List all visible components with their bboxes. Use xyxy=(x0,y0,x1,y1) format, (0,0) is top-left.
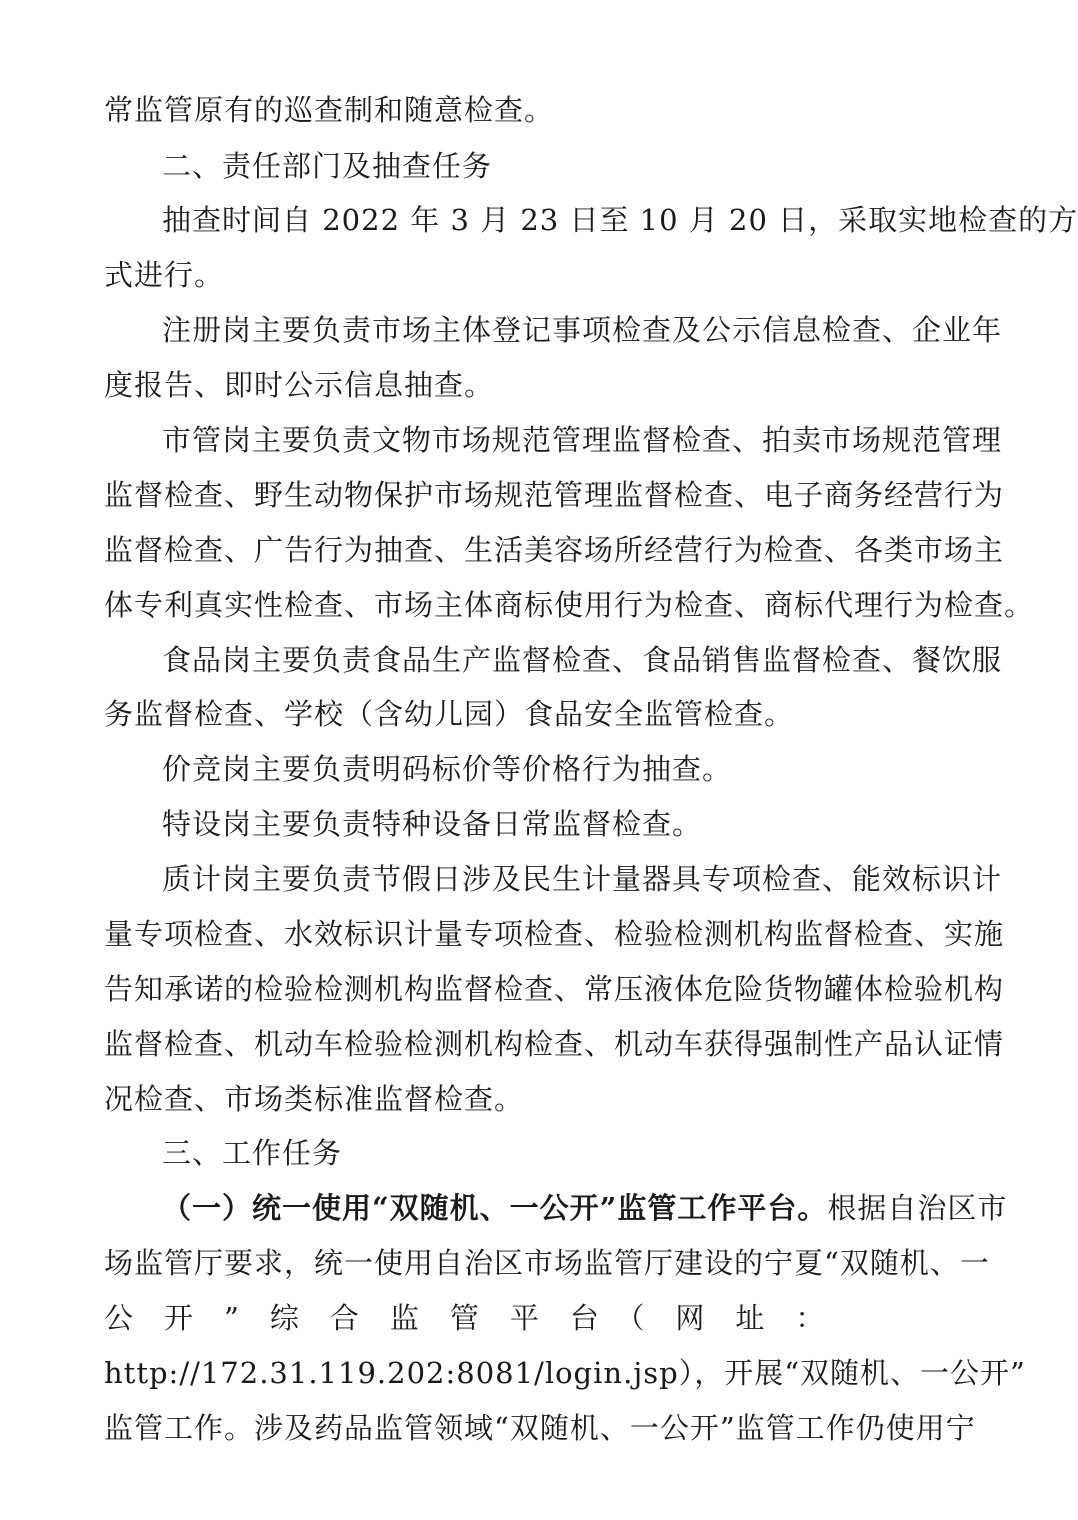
body-text-line: 市管岗主要负责文物市场规范管理监督检查、拍卖市场规范管理 xyxy=(162,423,1003,457)
body-text-line: 特设岗主要负责特种设备日常监督检查。 xyxy=(162,807,703,841)
body-text-line: 价竞岗主要负责明码标价等价格行为抽查。 xyxy=(162,752,733,786)
section-heading: 三、工作任务 xyxy=(162,1136,343,1170)
subsection-heading: （一）统一使用“双随机、一公开”监管工作平台。 xyxy=(162,1191,828,1225)
body-text-line: 务监督检查、学校（含幼儿园）食品安全监管检查。 xyxy=(104,697,795,731)
subsection-paragraph-line xyxy=(162,1188,1008,1228)
body-text-line: 监督检查、广告行为抽查、生活美容场所经营行为检查、各类市场主 xyxy=(104,533,1005,567)
section-heading: 二、责任部门及抽查任务 xyxy=(162,149,493,183)
body-text-line: 抽查时间自 2022 年 3 月 23 日至 10 月 20 日，采取实地检查的方 xyxy=(162,203,1078,237)
body-text-line: 量专项检查、水效标识计量专项检查、检验检测机构监督检查、实施 xyxy=(104,917,1005,951)
body-text-line: 监督检查、野生动物保护市场规范管理监督检查、电子商务经营行为 xyxy=(104,478,1005,512)
body-text-line: 注册岗主要负责市场主体登记事项检查及公示信息检查、企业年 xyxy=(162,313,1003,347)
body-text-line: 质计岗主要负责节假日涉及民生计量器具专项检查、能效标识计 xyxy=(162,862,1003,896)
body-text-line: 式进行。 xyxy=(104,258,225,292)
body-text-line: 常监管原有的巡查制和随意检查。 xyxy=(104,93,555,127)
body-text-line: 监督检查、机动车检验检测机构检查、机动车获得强制性产品认证情 xyxy=(104,1027,1005,1061)
body-text-line: 告知承诺的检验检测机构监督检查、常压液体危险货物罐体检验机构 xyxy=(104,972,1005,1006)
body-text-line: 监管工作。涉及药品监管领域“双随机、一公开”监管工作仍使用宁 xyxy=(104,1411,976,1445)
url-text-line: http://172.31.119.202:8081/login.jsp），开展“双随机、一公开” xyxy=(104,1356,1026,1390)
body-text-line: 度报告、即时公示信息抽查。 xyxy=(104,368,495,402)
body-text-line: 场监管厅要求，统一使用自治区市场监管厅建设的宁夏“双随机、一 xyxy=(104,1246,990,1280)
body-text-line: 公 开 ” 综 合 监 管 平 台 （ 网 址 ： xyxy=(104,1301,826,1335)
body-text-line: 况检查、市场类标准监督检查。 xyxy=(104,1082,525,1116)
body-text-line: 体专利真实性检查、市场主体商标使用行为检查、商标代理行为检查。 xyxy=(104,588,1035,622)
body-text-line: 食品岗主要负责食品生产监督检查、食品销售监督检查、餐饮服 xyxy=(162,643,1003,677)
body-text-run: 根据自治区市 xyxy=(827,1191,1008,1225)
